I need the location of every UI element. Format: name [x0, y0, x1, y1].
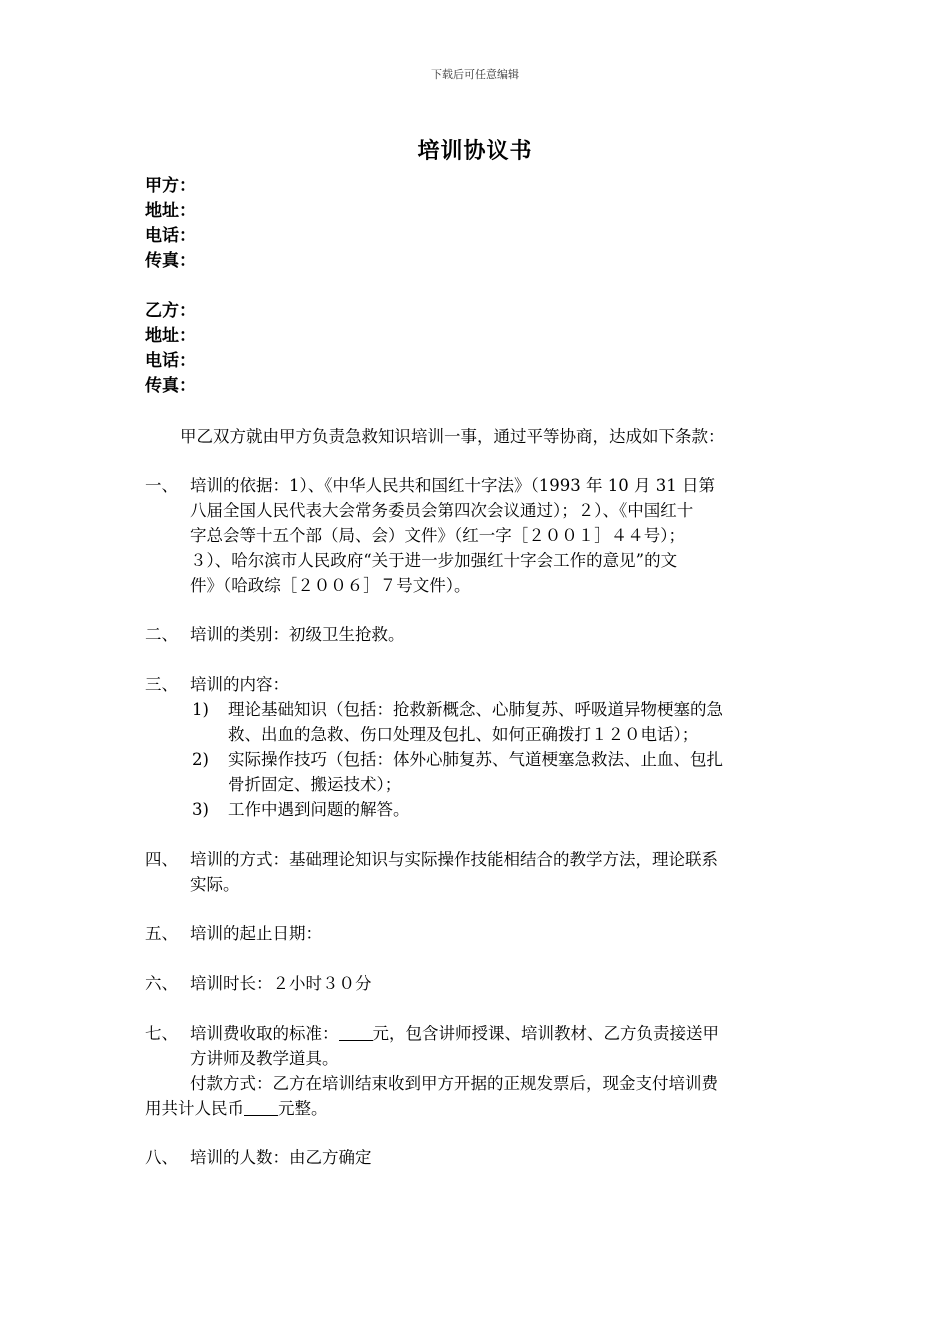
clause-5 — [145, 921, 810, 946]
list-marker: 2) — [192, 750, 209, 769]
clause-line: ３）、哈尔滨市人民政府“关于进一步加强红十字会工作的意见”的文 — [190, 551, 678, 570]
clause-7 — [145, 1021, 810, 1071]
clause-8 — [145, 1145, 810, 1170]
clause-line: 件》（哈政综［２００６］７号文件）。 — [190, 576, 471, 595]
fee-standard-label: 培训费收取的标准： — [190, 1024, 339, 1043]
party-a-name-label: 甲方： — [145, 176, 196, 196]
clause-line: 实际。 — [190, 875, 240, 894]
clause-2 — [145, 622, 810, 647]
list-item-line: 工作中遇到问题的解答。 — [228, 800, 410, 819]
intro-paragraph: 甲乙双方就由甲方负责急救知识培训一事，通过平等协商，达成如下条款： — [180, 427, 725, 446]
payment-total-suffix: 元整。 — [278, 1099, 328, 1118]
list-item-line: 实际操作技巧（包括：体外心肺复苏、气道梗塞急救法、止血、包扎 — [228, 750, 723, 769]
party-a-phone-label: 电话： — [145, 226, 196, 246]
list-marker: 3) — [192, 800, 209, 819]
clause-number: 六、 — [145, 974, 178, 993]
clause-number: 七、 — [145, 1024, 178, 1043]
clause-number: 三、 — [145, 675, 178, 694]
party-b-name-label: 乙方： — [145, 301, 196, 321]
clause-line: 八届全国人民代表大会常务委员会第四次会议通过）；２）、《中国红十 — [190, 501, 694, 520]
fee-amount-blank[interactable] — [339, 1023, 373, 1041]
party-a-block — [145, 174, 196, 274]
party-b-address-label: 地址： — [145, 326, 196, 346]
party-b-phone-label: 电话： — [145, 351, 196, 371]
clause-3-item-2 — [192, 747, 812, 797]
clause-text: 培训的人数：由乙方确定 — [190, 1148, 372, 1167]
list-marker: 1) — [192, 700, 209, 719]
clause-text: 培训的类别：初级卫生抢救。 — [190, 625, 405, 644]
payment-total-line — [145, 1096, 328, 1121]
clause-3-item-3 — [192, 797, 812, 822]
header-note: 下载后可任意编辑 — [431, 68, 519, 81]
clause-line: 培训的方式：基础理论知识与实际操作技能相结合的教学方法，理论联系 — [190, 850, 718, 869]
party-b-fax-label: 传真： — [145, 376, 196, 396]
document-title: 培训协议书 — [417, 138, 533, 164]
clause-3 — [145, 672, 810, 697]
party-b-block — [145, 299, 196, 399]
party-a-fax-label: 传真： — [145, 251, 196, 271]
list-item-line: 理论基础知识（包括：抢救新概念、心肺复苏、呼吸道异物梗塞的急 — [228, 700, 723, 719]
payment-total-label: 用共计人民币 — [145, 1099, 244, 1118]
clause-number: 五、 — [145, 924, 178, 943]
clause-number: 一、 — [145, 476, 178, 495]
clause-4 — [145, 847, 810, 897]
clause-number: 二、 — [145, 625, 178, 644]
party-a-address-label: 地址： — [145, 201, 196, 221]
fee-standard-text: 元，包含讲师授课、培训教材、乙方负责接送甲 — [372, 1024, 719, 1043]
list-item-line: 救、出血的急救、伤口处理及包扎、如何正确拨打１２０电话）； — [228, 725, 699, 744]
payment-method-line: 付款方式：乙方在培训结束收到甲方开据的正规发票后，现金支付培训费 — [190, 1074, 718, 1093]
clause-3-item-1 — [192, 697, 812, 747]
clause-number: 四、 — [145, 850, 178, 869]
clause-text: 培训的起止日期： — [190, 924, 322, 943]
clause-line: 字总会等十五个部（局、会）文件》（红一字［２００１］４４号）； — [190, 526, 685, 545]
clause-number: 八、 — [145, 1148, 178, 1167]
clause-1 — [145, 473, 810, 598]
clause-6 — [145, 971, 810, 996]
clause-line: 方讲师及教学道具。 — [190, 1049, 339, 1068]
payment-amount-blank[interactable] — [244, 1098, 278, 1116]
list-item-line: 骨折固定、搬运技术）； — [228, 775, 402, 794]
clause-text: 培训时长：２小时３０分 — [190, 974, 372, 993]
fee-standard-line — [190, 1021, 810, 1046]
clause-body — [190, 473, 810, 598]
clause-text: 培训的内容： — [190, 675, 289, 694]
clause-line: 培训的依据：1）、《中华人民共和国红十字法》（1993 年 10 月 31 日第 — [190, 476, 715, 495]
